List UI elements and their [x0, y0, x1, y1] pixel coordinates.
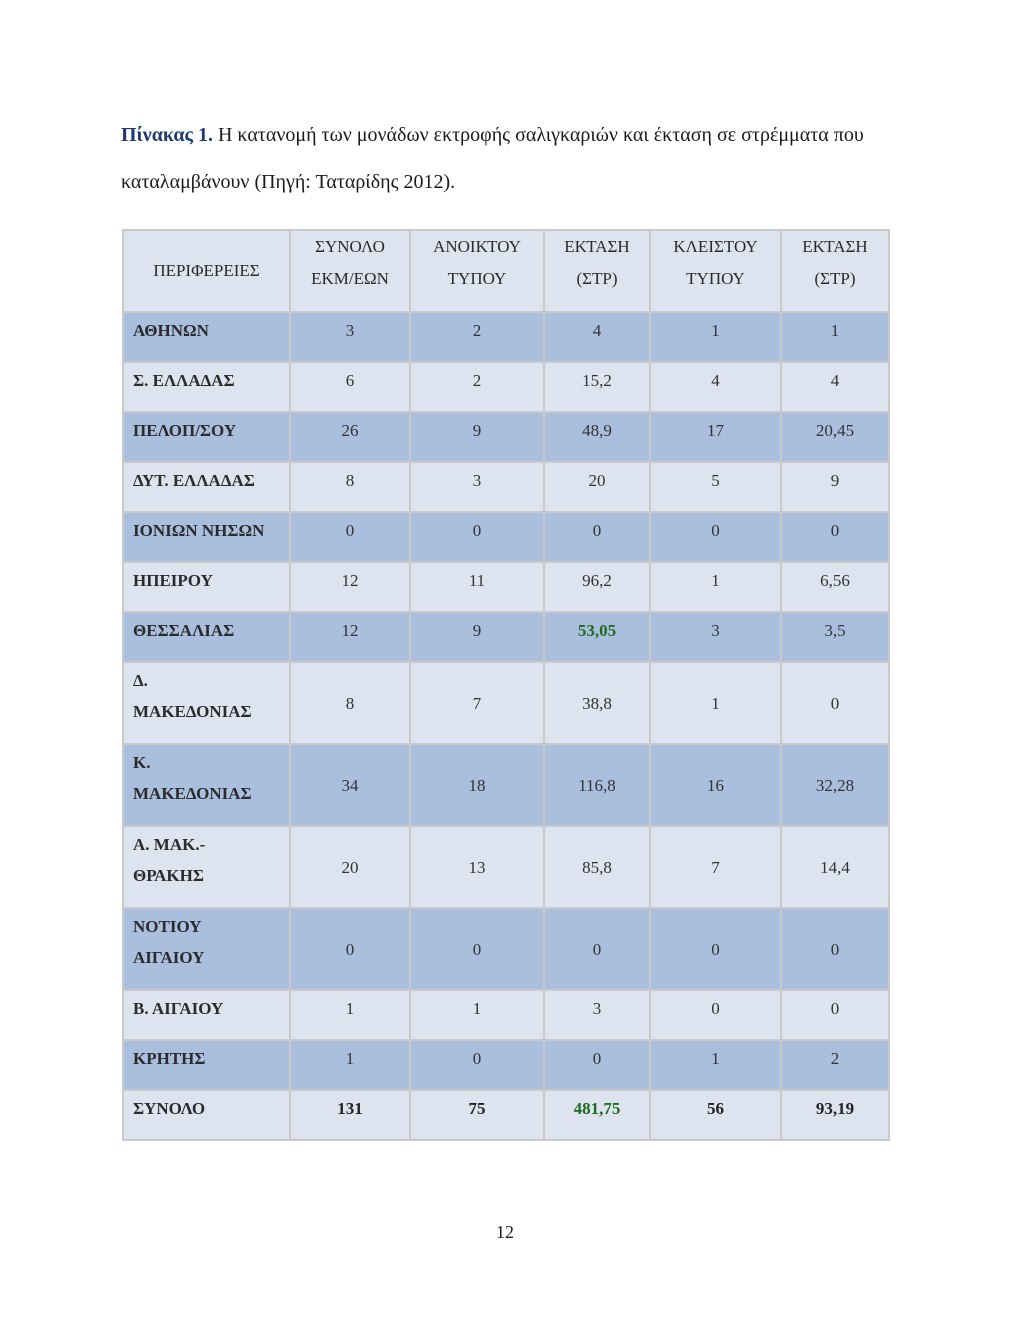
value-cell: 8	[290, 662, 410, 744]
region-cell	[123, 512, 290, 562]
header-regions	[123, 230, 290, 312]
value-cell: 4	[650, 362, 781, 412]
value-cell: 6,56	[781, 562, 889, 612]
table-row	[123, 362, 889, 412]
caption-label: Πίνακας 1.	[121, 124, 213, 146]
value-cell: 12	[290, 612, 410, 662]
value-cell: 3,5	[781, 612, 889, 662]
value-cell: 7	[650, 826, 781, 908]
region-name-line: Δ.	[133, 671, 148, 690]
region-cell	[123, 826, 290, 908]
value-cell: 0	[781, 512, 889, 562]
region-name-line: Α. ΜΑΚ.-	[133, 835, 206, 854]
value-cell: 2	[410, 362, 544, 412]
value-cell: 9	[781, 462, 889, 512]
header-line: ΤΥΠΟΥ	[686, 269, 745, 288]
region-name-line: ΜΑΚΕΔΟΝΙΑΣ	[133, 784, 252, 803]
value-cell: 96,2	[544, 562, 650, 612]
table-row	[123, 512, 889, 562]
value-cell: 20	[544, 462, 650, 512]
table-row	[123, 312, 889, 362]
table-row	[123, 412, 889, 462]
value-cell: 0	[410, 1040, 544, 1090]
table-total-row	[123, 1090, 889, 1140]
value-cell: 2	[410, 312, 544, 362]
header-open-type	[410, 230, 544, 312]
region-cell	[123, 612, 290, 662]
value-cell: 131	[290, 1090, 410, 1140]
value-cell: 32,28	[781, 744, 889, 826]
header-line: ΑΝΟΙΚΤΟΥ	[433, 237, 521, 256]
header-closed-type	[650, 230, 781, 312]
value-cell: 20	[290, 826, 410, 908]
value-cell: 13	[410, 826, 544, 908]
region-name-line: ΗΠΕΙΡΟΥ	[133, 571, 213, 590]
table-row	[123, 662, 889, 744]
value-cell: 3	[290, 312, 410, 362]
header-area-closed	[781, 230, 889, 312]
header-line: ΕΚΤΑΣΗ	[564, 237, 630, 256]
header-line: (ΣΤΡ)	[814, 269, 856, 288]
value-cell: 0	[781, 662, 889, 744]
value-cell: 0	[650, 990, 781, 1040]
value-cell: 3	[410, 462, 544, 512]
value-cell: 1	[650, 1040, 781, 1090]
page-number: 12	[496, 1222, 514, 1242]
value-cell: 53,05	[544, 612, 650, 662]
value-cell: 0	[781, 990, 889, 1040]
value-cell: 15,2	[544, 362, 650, 412]
table-caption	[121, 112, 901, 206]
value-cell: 1	[650, 662, 781, 744]
value-cell: 26	[290, 412, 410, 462]
region-cell	[123, 908, 290, 990]
region-cell	[123, 1090, 290, 1140]
table-row	[123, 1040, 889, 1090]
value-cell: 1	[410, 990, 544, 1040]
value-cell: 34	[290, 744, 410, 826]
caption-text: Η κατανομή των μονάδων εκτροφής σαλιγκαριών και έκταση σε στρέμματα που καταλαμβάνουν (Πηγή: Ταταρίδης 2012).	[121, 124, 864, 193]
table-row	[123, 744, 889, 826]
value-cell: 38,8	[544, 662, 650, 744]
value-cell: 0	[290, 908, 410, 990]
header-line: ΠΕΡΙΦΕΡΕΙΕΣ	[153, 261, 260, 280]
value-cell: 481,75	[544, 1090, 650, 1140]
header-area-open	[544, 230, 650, 312]
header-line: ΤΥΠΟΥ	[447, 269, 507, 288]
region-cell	[123, 362, 290, 412]
value-cell: 0	[410, 908, 544, 990]
region-name-line: ΔΥΤ. ΕΛΛΑΔΑΣ	[133, 471, 255, 490]
value-cell: 1	[650, 312, 781, 362]
table-row	[123, 612, 889, 662]
value-cell: 14,4	[781, 826, 889, 908]
value-cell: 12	[290, 562, 410, 612]
table-row	[123, 462, 889, 512]
region-cell	[123, 312, 290, 362]
table-header-row	[123, 230, 889, 312]
region-name-line: ΚΡΗΤΗΣ	[133, 1049, 206, 1068]
header-line: ΕΚΤΑΣΗ	[802, 237, 868, 256]
value-cell: 0	[544, 908, 650, 990]
region-name-line: ΑΙΓΑΙΟΥ	[133, 948, 205, 967]
region-cell	[123, 462, 290, 512]
value-cell: 0	[544, 1040, 650, 1090]
header-line: (ΣΤΡ)	[576, 269, 618, 288]
region-name-line: ΘΕΣΣΑΛΙΑΣ	[133, 621, 235, 640]
value-cell: 1	[781, 312, 889, 362]
value-cell: 3	[650, 612, 781, 662]
region-name-line: ΝΟΤΙΟΥ	[133, 917, 202, 936]
value-cell: 11	[410, 562, 544, 612]
value-cell: 85,8	[544, 826, 650, 908]
header-total-units	[290, 230, 410, 312]
region-cell	[123, 744, 290, 826]
value-cell: 48,9	[544, 412, 650, 462]
region-name-line: ΣΥΝΟΛΟ	[133, 1099, 206, 1118]
value-cell: 0	[290, 512, 410, 562]
header-line: ΕΚΜ/ΕΩΝ	[311, 269, 389, 288]
value-cell: 5	[650, 462, 781, 512]
value-cell: 93,19	[781, 1090, 889, 1140]
value-cell: 0	[650, 908, 781, 990]
region-name-line: Σ. ΕΛΛΑΔΑΣ	[133, 371, 235, 390]
value-cell: 0	[410, 512, 544, 562]
table-row	[123, 562, 889, 612]
value-cell: 16	[650, 744, 781, 826]
region-name-line: Κ.	[133, 753, 151, 772]
header-line: ΣΥΝΟΛΟ	[315, 237, 385, 256]
region-name-line: ΜΑΚΕΔΟΝΙΑΣ	[133, 702, 252, 721]
value-cell: 2	[781, 1040, 889, 1090]
value-cell: 3	[544, 990, 650, 1040]
region-name-line: ΙΟΝΙΩΝ ΝΗΣΩΝ	[133, 521, 265, 540]
region-cell	[123, 562, 290, 612]
value-cell: 0	[650, 512, 781, 562]
regions-table	[122, 229, 890, 1141]
region-cell	[123, 1040, 290, 1090]
value-cell: 9	[410, 412, 544, 462]
value-cell: 9	[410, 612, 544, 662]
value-cell: 1	[290, 990, 410, 1040]
region-name-line: Β. ΑΙΓΑΙΟΥ	[133, 999, 224, 1018]
value-cell: 0	[544, 512, 650, 562]
value-cell: 20,45	[781, 412, 889, 462]
value-cell: 1	[290, 1040, 410, 1090]
value-cell: 4	[544, 312, 650, 362]
region-name-line: ΑΘΗΝΩΝ	[133, 321, 209, 340]
region-cell	[123, 662, 290, 744]
value-cell: 8	[290, 462, 410, 512]
table-row	[123, 990, 889, 1040]
value-cell: 56	[650, 1090, 781, 1140]
value-cell: 75	[410, 1090, 544, 1140]
table-body	[123, 312, 889, 1140]
value-cell: 4	[781, 362, 889, 412]
value-cell: 7	[410, 662, 544, 744]
value-cell: 18	[410, 744, 544, 826]
value-cell: 1	[650, 562, 781, 612]
region-name-line: ΠΕΛΟΠ/ΣΟΥ	[133, 421, 237, 440]
table-row	[123, 908, 889, 990]
table-row	[123, 826, 889, 908]
value-cell: 17	[650, 412, 781, 462]
header-line: ΚΛΕΙΣΤΟΥ	[673, 237, 758, 256]
value-cell: 0	[781, 908, 889, 990]
region-cell	[123, 412, 290, 462]
region-name-line: ΘΡΑΚΗΣ	[133, 866, 204, 885]
value-cell: 6	[290, 362, 410, 412]
value-cell: 116,8	[544, 744, 650, 826]
region-cell	[123, 990, 290, 1040]
